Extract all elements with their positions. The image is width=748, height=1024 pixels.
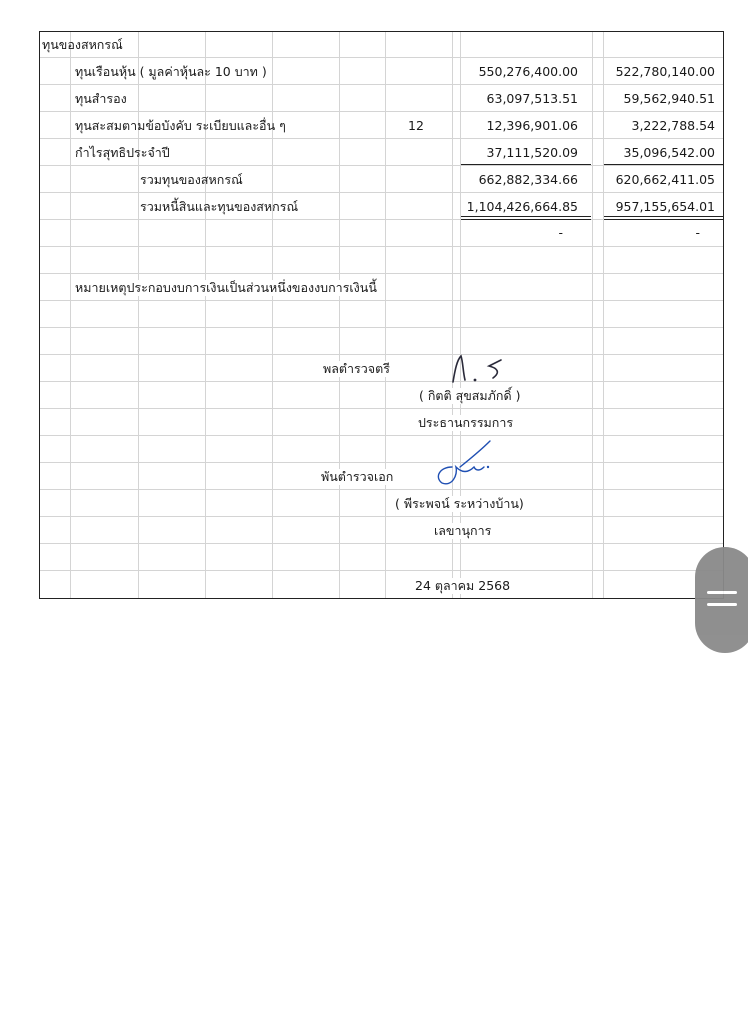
scroll-handle[interactable]: [695, 547, 748, 653]
grid-line: [40, 165, 723, 166]
double-underline: [604, 219, 724, 220]
note-reference: 12: [408, 118, 424, 133]
double-underline: [461, 219, 591, 220]
grid-line: [40, 138, 723, 139]
grid-line: [40, 408, 723, 409]
row-current-value: 550,276,400.00: [478, 64, 578, 79]
grid-line: [40, 246, 723, 247]
grid-line: [460, 32, 461, 598]
grid-line: [40, 489, 723, 490]
handle-grip-icon: [707, 603, 737, 606]
row-current-value: 12,396,901.06: [486, 118, 578, 133]
row-previous-value: 3,222,788.54: [631, 118, 715, 133]
signatory-1-rank: พลตำรวจตรี: [323, 361, 390, 376]
sum-underline: [604, 164, 724, 165]
grid-line: [272, 32, 273, 598]
row-label: ทุนเรือนหุ้น ( มูลค่าหุ้นละ 10 บาท ): [75, 64, 267, 79]
grid-line: [40, 462, 723, 463]
grid-line: [70, 32, 71, 598]
row-label: กำไรสุทธิประจำปี: [75, 145, 170, 160]
sum-underline: [461, 164, 591, 165]
signatory-2-name: ( พีระพจน์ ระหว่างบ้าน): [395, 496, 524, 511]
grid-line: [40, 300, 723, 301]
handle-grip-icon: [707, 591, 737, 594]
total-liabilities-equity-label: รวมหนี้สินและทุนของสหกรณ์: [140, 199, 299, 214]
grid-line: [40, 84, 723, 85]
section-title: ทุนของสหกรณ์: [42, 37, 123, 52]
row-label: ทุนสำรอง: [75, 91, 127, 106]
grid-line: [205, 32, 206, 598]
row-previous-value: 522,780,140.00: [615, 64, 715, 79]
grid-line: [138, 32, 139, 598]
grid-line: [40, 273, 723, 274]
signature-1: [445, 350, 525, 386]
signature-2: [430, 437, 500, 487]
grid-line: [40, 516, 723, 517]
grid-line: [40, 435, 723, 436]
row-current-value: 63,097,513.51: [486, 91, 578, 106]
row-previous-value: 59,562,940.51: [623, 91, 715, 106]
grid-line: [385, 32, 386, 598]
total-liabilities-equity-previous: 957,155,654.01: [615, 199, 715, 214]
grid-line: [40, 354, 723, 355]
grid-line: [40, 111, 723, 112]
grid-line: [339, 32, 340, 598]
signatory-2-rank: พันตำรวจเอก: [321, 469, 394, 484]
difference-previous: -: [695, 225, 700, 240]
financial-statement-sheet: [39, 31, 724, 599]
double-underline: [461, 216, 591, 217]
total-equity-current: 662,882,334.66: [478, 172, 578, 187]
grid-line: [40, 381, 723, 382]
grid-line: [603, 32, 604, 598]
grid-line: [40, 543, 723, 544]
row-label: ทุนสะสมตามข้อบังคับ ระเบียบและอื่น ๆ: [75, 118, 286, 133]
signatory-2-position: เลขานุการ: [434, 523, 492, 538]
total-liabilities-equity-current: 1,104,426,664.85: [466, 199, 578, 214]
grid-line: [452, 32, 453, 598]
row-current-value: 37,111,520.09: [486, 145, 578, 160]
double-underline: [604, 216, 724, 217]
grid-line: [40, 570, 723, 571]
total-equity-previous: 620,662,411.05: [615, 172, 715, 187]
statement-date: 24 ตุลาคม 2568: [415, 578, 511, 593]
footnote: หมายเหตุประกอบงบการเงินเป็นส่วนหนึ่งของงบการเงินนี้: [75, 280, 377, 295]
signatory-1-name: ( กิตติ สุขสมภักดิ์ ): [419, 388, 521, 403]
grid-line: [592, 32, 593, 598]
total-equity-label: รวมทุนของสหกรณ์: [140, 172, 243, 187]
grid-line: [40, 327, 723, 328]
row-previous-value: 35,096,542.00: [623, 145, 715, 160]
difference-current: -: [558, 225, 563, 240]
grid-line: [40, 57, 723, 58]
signatory-1-position: ประธานกรรมการ: [418, 415, 514, 430]
grid-line: [40, 192, 723, 193]
